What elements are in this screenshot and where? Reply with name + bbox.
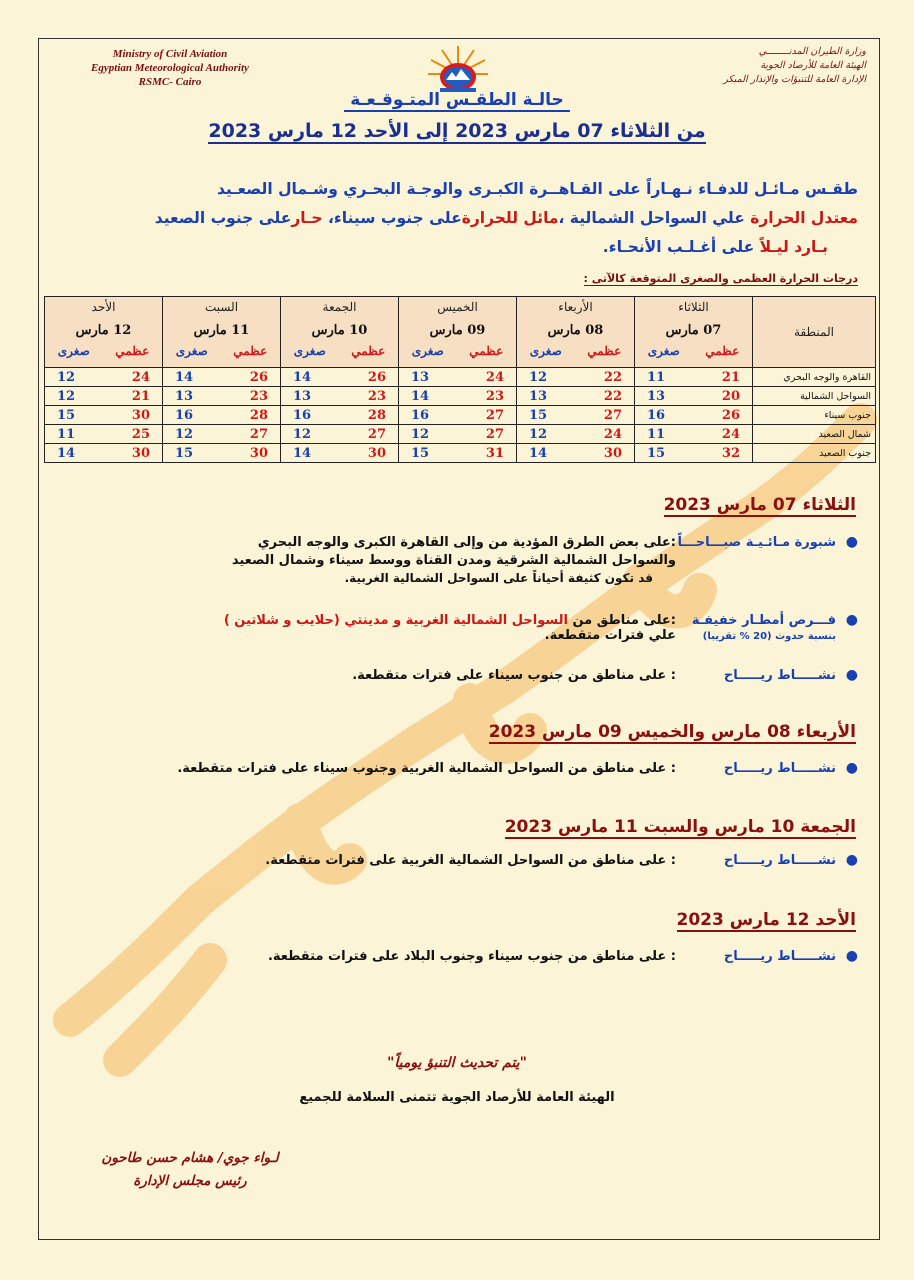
bullet-icon: ● xyxy=(845,667,858,683)
region-cell: القاهرة والوجه البحري xyxy=(753,368,876,387)
summary-phrase: على جنوب سيناء، xyxy=(322,209,462,227)
max-temp: 24 xyxy=(603,426,622,442)
region-cell: السواحل الشمالية xyxy=(753,387,876,406)
phenomenon-text: قد تكون كثيفة أحياناً على السواحل الشمالية الغربية. xyxy=(344,571,653,585)
min-temp: 15 xyxy=(57,407,76,423)
min-temp: 11 xyxy=(647,369,666,385)
day-date: 10 مارس xyxy=(311,323,368,338)
temp-cell xyxy=(399,368,517,387)
temp-cell xyxy=(399,387,517,406)
max-temp: 28 xyxy=(367,407,386,423)
probability-note: بنسبة حدوث (20 % تقريبا) xyxy=(702,631,836,642)
min-temp: 13 xyxy=(529,388,548,404)
temp-cell xyxy=(45,368,163,387)
max-temp: 20 xyxy=(721,388,740,404)
min-temp: 12 xyxy=(411,426,430,442)
section-title: الجمعة 10 مارس والسبت 11 مارس 2023 xyxy=(504,817,856,837)
max-temp: 27 xyxy=(367,426,386,442)
forecast-item xyxy=(58,760,858,776)
phenomenon-text: : على مناطق من جنوب سيناء على فترات متقطعة. xyxy=(352,668,676,683)
min-temp: 12 xyxy=(57,369,76,385)
min-temp: 12 xyxy=(529,369,548,385)
summary-line-3 xyxy=(98,233,858,262)
table-caption: درجات الحرارة العظمى والصغرى المتوقعة كالآتى : xyxy=(583,272,858,285)
day-date: 07 مارس xyxy=(665,323,722,338)
min-temp: 14 xyxy=(57,445,76,461)
day-date: 12 مارس xyxy=(75,323,132,338)
min-temp: 12 xyxy=(293,426,312,442)
update-note: "يتم تحديث التنبؤ يومياً" xyxy=(387,1055,527,1071)
min-temp: 15 xyxy=(411,445,430,461)
section-title: الأربعاء 08 مارس والخميس 09 مارس 2023 xyxy=(488,722,856,742)
temp-cell xyxy=(45,444,163,463)
bullet-icon: ● xyxy=(845,760,858,776)
day-name: الثلاثاء xyxy=(678,300,709,314)
summary-phrase: طقـس مـائـل للدفـاء نـهـاراً xyxy=(646,180,858,198)
temp-cell xyxy=(635,425,753,444)
max-label: عظمي xyxy=(233,344,268,358)
max-temp: 22 xyxy=(603,369,622,385)
day-name: الأربعاء xyxy=(558,300,593,314)
day-header xyxy=(517,297,635,368)
table-row xyxy=(45,387,876,406)
summary-phrase: علي السواحل الشمالية ، xyxy=(558,209,745,227)
day-header xyxy=(163,297,281,368)
signature-name: لـواء جوي/ هشام حسن طاحون xyxy=(101,1150,279,1166)
max-temp: 24 xyxy=(131,369,150,385)
max-temp: 30 xyxy=(249,445,268,461)
phenomenon-text: : على مناطق من السواحل الشمالية الغربية وجنوب سيناء على فترات متقطعة. xyxy=(177,761,676,776)
temp-cell xyxy=(163,368,281,387)
min-temp: 16 xyxy=(293,407,312,423)
min-temp: 14 xyxy=(293,369,312,385)
phenomenon-label: فـــرص أمطـار خفيفـة xyxy=(691,613,836,628)
min-temp: 13 xyxy=(175,388,194,404)
temp-cell xyxy=(281,444,399,463)
max-temp: 26 xyxy=(249,369,268,385)
temp-cell xyxy=(399,406,517,425)
max-temp: 26 xyxy=(367,369,386,385)
temp-cell xyxy=(517,387,635,406)
bullet-icon: ● xyxy=(845,948,858,964)
header-english xyxy=(70,47,270,89)
max-temp: 28 xyxy=(249,407,268,423)
summary-phrase: على أغـلـب الأنحـاء. xyxy=(602,238,755,256)
section-title: الأحد 12 مارس 2023 xyxy=(676,910,856,930)
max-temp: 31 xyxy=(485,445,504,461)
day-header xyxy=(399,297,517,368)
header-en-line: Ministry of Civil Aviation xyxy=(112,48,228,60)
max-temp: 23 xyxy=(367,388,386,404)
forecast-item xyxy=(58,948,858,964)
weather-summary xyxy=(98,175,858,262)
table-row xyxy=(45,425,876,444)
min-temp: 13 xyxy=(293,388,312,404)
max-temp: 30 xyxy=(603,445,622,461)
min-temp: 14 xyxy=(293,445,312,461)
max-temp: 27 xyxy=(603,407,622,423)
max-label: عظمي xyxy=(469,344,504,358)
forecast-item xyxy=(58,667,858,683)
temp-cell xyxy=(163,425,281,444)
max-temp: 30 xyxy=(367,445,386,461)
day-header xyxy=(45,297,163,368)
min-label: صغرى xyxy=(529,344,562,358)
page-title: حالـة الطقـس المتـوقـعـة xyxy=(0,90,914,110)
min-label: صغرى xyxy=(57,344,90,358)
table-row xyxy=(45,368,876,387)
region-cell: شمال الصعيد xyxy=(753,425,876,444)
max-temp: 24 xyxy=(721,426,740,442)
temperature-table xyxy=(44,296,876,463)
day-name: الأحد xyxy=(91,300,116,314)
phenomenon-text: والسواحل الشمالية الشرقية ومدن القناة ووسط سيناء وشمال الصعيد xyxy=(231,553,676,568)
summary-phrase: بـارد ليـلاً xyxy=(754,238,828,256)
header-ar-line: الإدارة العامة للتنبؤات والإنذار المبكر xyxy=(723,74,866,85)
temp-cell xyxy=(45,387,163,406)
min-temp: 14 xyxy=(175,369,194,385)
summary-phrase: مائل للحرارة xyxy=(461,209,559,227)
day-date: 08 مارس xyxy=(547,323,604,338)
region-cell: جنوب الصعيد xyxy=(753,444,876,463)
temp-cell xyxy=(635,444,753,463)
bullet-icon: ● xyxy=(845,534,858,550)
phenomenon-label: نشـــــاط ريـــــاح xyxy=(723,668,836,683)
phenomenon-text: : على مناطق من السواحل الشمالية الغربية على فترات متقطعة. xyxy=(265,853,676,868)
max-temp: 30 xyxy=(131,445,150,461)
max-temp: 32 xyxy=(721,445,740,461)
temp-cell xyxy=(281,387,399,406)
min-temp: 14 xyxy=(411,388,430,404)
summary-phrase: حـار xyxy=(291,209,323,227)
forecast-item xyxy=(58,612,858,643)
min-temp: 14 xyxy=(529,445,548,461)
table-row xyxy=(45,444,876,463)
phenomenon-text: :على مناطق من xyxy=(567,613,676,628)
safety-wish: الهيئة العامة للأرصاد الجوية تتمنى السلامة للجميع xyxy=(299,1090,615,1105)
max-label: عظمي xyxy=(587,344,622,358)
temp-cell xyxy=(635,368,753,387)
min-temp: 15 xyxy=(529,407,548,423)
phenomenon-text: : على مناطق من جنوب سيناء وجنوب البلاد على فترات متقطعة. xyxy=(267,949,676,964)
summary-line-1 xyxy=(98,175,858,204)
temp-cell xyxy=(517,444,635,463)
bullet-icon: ● xyxy=(845,612,858,628)
temp-cell xyxy=(635,406,753,425)
min-label: صغرى xyxy=(175,344,208,358)
header-arabic xyxy=(666,45,866,87)
day-name: الجمعة xyxy=(322,300,357,314)
max-label: عظمي xyxy=(115,344,150,358)
min-temp: 12 xyxy=(57,388,76,404)
day-date: 11 مارس xyxy=(193,323,250,338)
min-temp: 16 xyxy=(175,407,194,423)
min-temp: 13 xyxy=(647,388,666,404)
temp-cell xyxy=(399,425,517,444)
summary-phrase: على جنوب الصعيد xyxy=(154,209,292,227)
day-header xyxy=(635,297,753,368)
min-temp: 15 xyxy=(647,445,666,461)
temp-cell xyxy=(163,444,281,463)
min-temp: 11 xyxy=(57,426,76,442)
temp-cell xyxy=(45,406,163,425)
forecast-item xyxy=(58,852,858,868)
temp-cell xyxy=(281,406,399,425)
max-label: عظمي xyxy=(351,344,386,358)
region-cell: جنوب سيناء xyxy=(753,406,876,425)
temp-cell xyxy=(281,425,399,444)
table-row xyxy=(45,406,876,425)
min-temp: 16 xyxy=(647,407,666,423)
temp-cell xyxy=(163,406,281,425)
summary-phrase: معتدل الحرارة xyxy=(744,209,858,227)
temp-cell xyxy=(281,368,399,387)
day-name: الخميس xyxy=(437,300,478,314)
max-temp: 21 xyxy=(131,388,150,404)
min-label: صغرى xyxy=(293,344,326,358)
max-temp: 30 xyxy=(131,407,150,423)
min-temp: 15 xyxy=(175,445,194,461)
phenomenon-text: السواحل الشمالية الغربية و مدينتي (حلايب و شلاتين ) xyxy=(223,613,568,628)
min-temp: 12 xyxy=(175,426,194,442)
min-temp: 12 xyxy=(529,426,548,442)
header-ar-line: الهيئة العامة للأرصاد الجوية xyxy=(760,60,866,71)
page-subtitle: من الثلاثاء 07 مارس 2023 إلى الأحد 12 مارس 2023 xyxy=(208,120,706,142)
temp-cell xyxy=(635,387,753,406)
header-en-line: Egyptian Meteorological Authority xyxy=(91,62,249,74)
max-temp: 25 xyxy=(131,426,150,442)
min-temp: 13 xyxy=(411,369,430,385)
phenomenon-text: علي فترات متقطعة. xyxy=(544,628,676,643)
temp-cell xyxy=(517,406,635,425)
min-label: صغرى xyxy=(411,344,444,358)
max-temp: 26 xyxy=(721,407,740,423)
day-name: السبت xyxy=(204,300,239,314)
temp-cell xyxy=(163,387,281,406)
temp-cell xyxy=(517,425,635,444)
summary-line-2 xyxy=(98,204,858,233)
phenomenon-label: نشـــــاط ريـــــاح xyxy=(723,949,836,964)
min-temp: 11 xyxy=(647,426,666,442)
section-title: الثلاثاء 07 مارس 2023 xyxy=(663,495,856,515)
phenomenon-label: شبورة مـائـيـة صبـــاحـــاً xyxy=(677,535,836,550)
temp-cell xyxy=(517,368,635,387)
header-en-line: RSMC- Cairo xyxy=(138,76,202,88)
max-temp: 27 xyxy=(485,426,504,442)
day-header xyxy=(281,297,399,368)
phenomenon-label: نشـــــاط ريـــــاح xyxy=(723,853,836,868)
signature-title: رئيس مجلس الإدارة xyxy=(133,1173,247,1189)
phenomenon-label: نشـــــاط ريـــــاح xyxy=(723,761,836,776)
max-temp: 27 xyxy=(249,426,268,442)
max-temp: 24 xyxy=(485,369,504,385)
region-header: المنطقة xyxy=(753,297,876,368)
header-ar-line: وزارة الطيران المدنــــــــي xyxy=(758,46,866,57)
max-temp: 23 xyxy=(485,388,504,404)
bullet-icon: ● xyxy=(845,852,858,868)
forecast-item xyxy=(58,534,858,585)
phenomenon-text: :على بعض الطرق المؤدية من وإلى القاهرة الكبرى والوجه البحري xyxy=(257,535,676,550)
summary-phrase: على القـاهــرة الكبـرى والوجـة البحـري وشـمال الصعـيد xyxy=(216,180,647,198)
max-temp: 23 xyxy=(249,388,268,404)
day-date: 09 مارس xyxy=(429,323,486,338)
temp-cell xyxy=(399,444,517,463)
max-temp: 21 xyxy=(721,369,740,385)
temp-cell xyxy=(45,425,163,444)
max-temp: 27 xyxy=(485,407,504,423)
min-temp: 16 xyxy=(411,407,430,423)
max-temp: 22 xyxy=(603,388,622,404)
max-label: عظمي xyxy=(705,344,740,358)
min-label: صغرى xyxy=(647,344,680,358)
